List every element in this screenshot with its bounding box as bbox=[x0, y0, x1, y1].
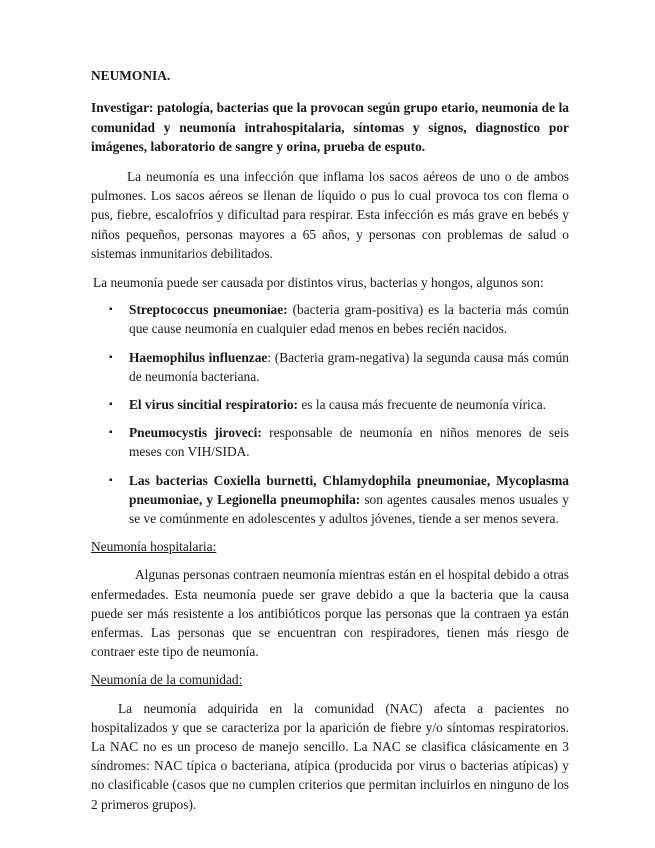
list-item-term: Las bacterias Coxiella burnetti, Chlamydophila pneumoniae, Mycoplasma pneumoniae, y Legionella pneumophila: bbox=[129, 472, 569, 507]
list-item bbox=[91, 348, 569, 386]
list-item-term: El virus sincitial respiratorio: bbox=[129, 397, 298, 413]
list-item-text: son agentes causales menos usuales y se ve comúnmente en adolescentes y adultos jóvenes, tiende a ser menos severa. bbox=[129, 491, 569, 527]
bullet-icon: ▪ bbox=[109, 427, 113, 439]
hospital-paragraph: Algunas personas contraen neumonía mientras están en el hospital debido a otras enfermedades. Esta neumonía puede ser grave debido a que la bacteria que la causa puede ser más resistente a los antibióticos porque las personas que la contraen ya están enfermas. Las personas que se encuentran con respiradores, tienen más riesgo de contraer este tipo de neumonía. bbox=[91, 567, 569, 660]
list-item bbox=[91, 471, 569, 529]
bullet-icon: ▪ bbox=[109, 474, 113, 486]
community-heading: Neumonía de la comunidad: bbox=[91, 672, 243, 688]
list-item-text: responsable de neumonía en niños menores de seis meses con VIH/SIDA. bbox=[129, 425, 569, 460]
task-statement: Investigar: patología, bacterias que la provocan según grupo etario, neumonía de la comunidad y neumonía intrahospitalaria, síntomas y signos, diagnostico por imágenes, laboratorio de sangre y orina, prueba de esputo. bbox=[91, 100, 569, 155]
community-paragraph: La neumonía adquirida en la comunidad (NAC) afecta a pacientes no hospitalizados y que se caracteriza por la aparición de fiebre y/o síntomas respiratorios. La NAC no es un proceso de manejo sencillo. La NAC se clasifica clásicamente en 3 síndromes: NAC típica o bacteriana, atípica (producida por virus o bacterias atípicas) y no clasificable (casos que no cumplen criterios que permitan incluirlos en ninguno de los 2 primeros grupos). bbox=[91, 700, 569, 812]
bullet-icon: ▪ bbox=[109, 351, 113, 363]
list-item-term: Streptococcus pneumoniae: bbox=[129, 302, 288, 318]
list-item-term: Haemophilus influenzae bbox=[129, 349, 268, 365]
intro-paragraph: La neumonía es una infección que inflama los sacos aéreos de uno o de ambos pulmones. Los sacos aéreos se llenan de líquido o pus lo cual provoca tos con flema o pus, fiebre, escalofríos y dificultad para respirar. Esta infección es más grave en bebés y niños pequeños, personas mayores a 65 años, y personas con problemas de salud o sistemas inmunitarios debilitados. bbox=[91, 168, 569, 261]
page-title: NEUMONIA. bbox=[91, 68, 171, 83]
list-item-term: Pneumocystis jiroveci: bbox=[129, 425, 262, 441]
list-item bbox=[91, 395, 569, 414]
causes-list bbox=[91, 300, 569, 528]
list-item bbox=[91, 423, 569, 461]
bullet-icon: ▪ bbox=[109, 304, 113, 316]
list-item-text: (bacteria gram-positiva) es la bacteria más común que cause neumonía en cualquier edad menos en bebes recién nacidos. bbox=[129, 302, 569, 337]
list-item bbox=[91, 300, 569, 338]
hospital-heading: Neumonía hospitalaria: bbox=[91, 539, 217, 555]
bullet-icon: ▪ bbox=[109, 399, 113, 411]
list-item-text: : (Bacteria gram-negativa) la segunda causa más común de neumonía bacteriana. bbox=[129, 349, 569, 384]
list-item-text: es la causa más frecuente de neumonía vírica. bbox=[298, 397, 546, 413]
causes-intro: La neumonía puede ser causada por distintos virus, bacterias y hongos, algunos son: bbox=[93, 275, 544, 290]
